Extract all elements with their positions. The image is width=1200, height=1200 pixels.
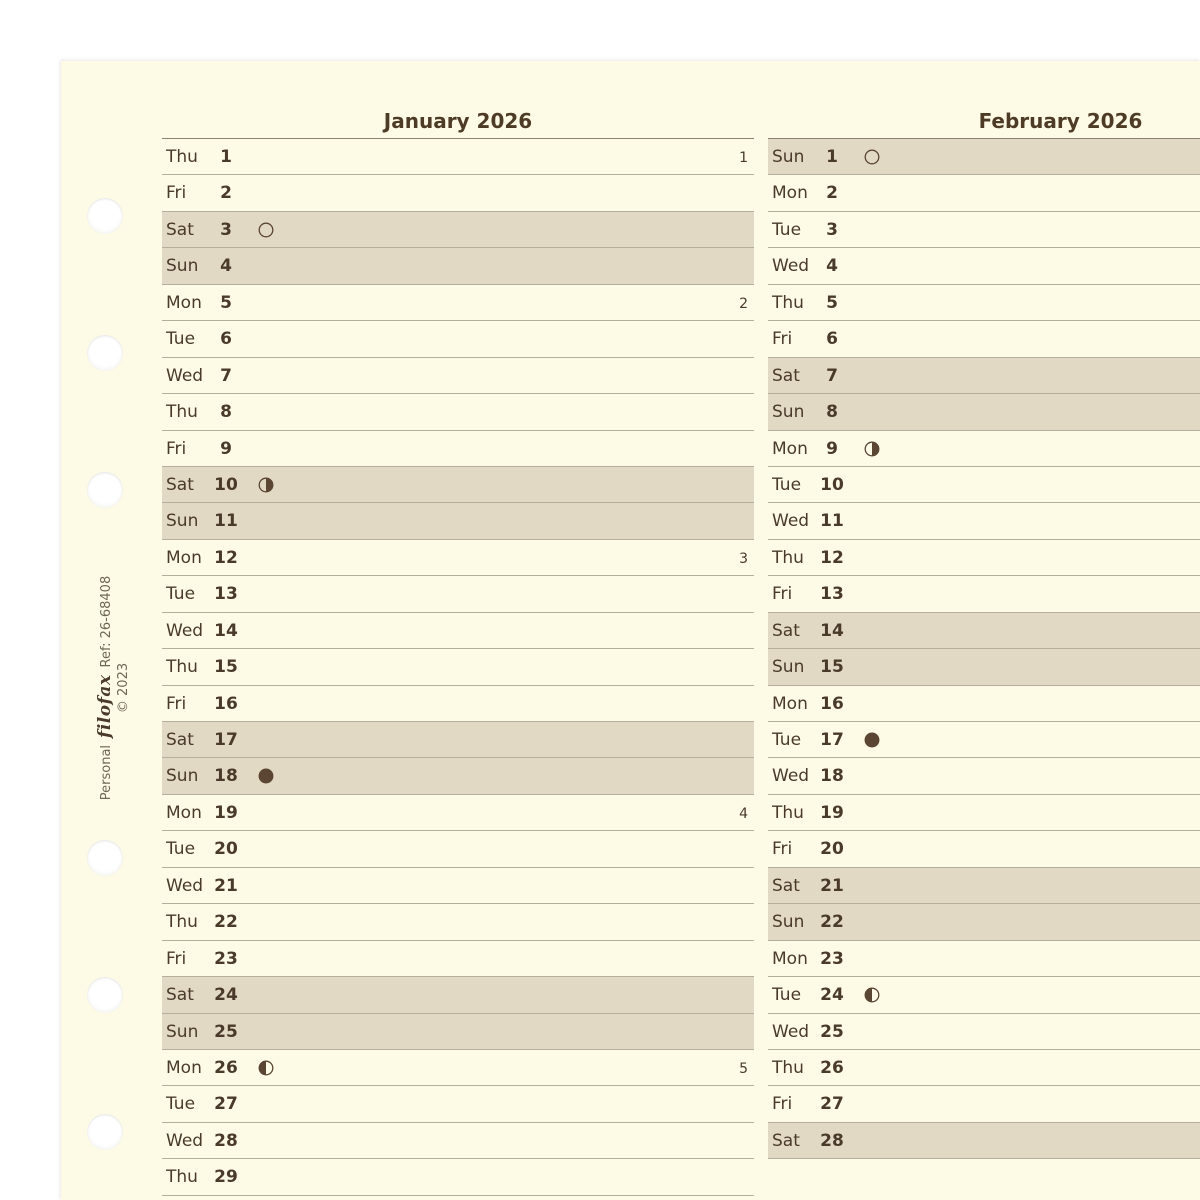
day-row[interactable] bbox=[768, 868, 1200, 904]
day-number: 27 bbox=[214, 1094, 238, 1115]
day-row[interactable] bbox=[162, 613, 754, 649]
day-number: 13 bbox=[820, 584, 844, 605]
day-number: 23 bbox=[214, 948, 238, 969]
weekday-label: Tue bbox=[166, 584, 196, 605]
weekday-label: Tue bbox=[772, 730, 802, 750]
day-row[interactable] bbox=[162, 795, 754, 831]
day-row[interactable] bbox=[162, 248, 754, 284]
weekday-label: Tue bbox=[166, 329, 196, 350]
day-row[interactable] bbox=[768, 503, 1200, 539]
day-number: 10 bbox=[820, 474, 844, 495]
day-row[interactable] bbox=[162, 285, 754, 321]
punch-hole bbox=[87, 840, 123, 876]
day-row[interactable] bbox=[162, 1086, 754, 1122]
day-row[interactable] bbox=[162, 758, 754, 794]
day-number: 10 bbox=[214, 474, 238, 495]
day-number: 18 bbox=[214, 766, 238, 787]
week-number: 5 bbox=[739, 1060, 748, 1077]
day-row[interactable] bbox=[768, 431, 1200, 467]
day-row[interactable] bbox=[162, 941, 754, 977]
day-number: 24 bbox=[214, 985, 238, 1006]
day-number: 14 bbox=[820, 620, 844, 641]
weekday-label: Thu bbox=[772, 292, 804, 313]
weekday-label: Tue bbox=[166, 1094, 196, 1115]
weekday-label: Mon bbox=[166, 292, 202, 313]
day-number: 9 bbox=[220, 438, 232, 459]
punch-hole bbox=[87, 472, 123, 508]
day-number: 4 bbox=[826, 256, 838, 277]
weekday-label: Tue bbox=[772, 985, 802, 1006]
day-row[interactable] bbox=[162, 1123, 754, 1159]
weekday-label: Thu bbox=[166, 657, 198, 678]
weekday-label: Sat bbox=[166, 730, 194, 750]
day-row[interactable] bbox=[768, 467, 1200, 503]
day-row[interactable] bbox=[162, 722, 754, 758]
day-row[interactable] bbox=[162, 175, 754, 211]
day-row[interactable] bbox=[162, 904, 754, 940]
day-number: 8 bbox=[220, 402, 232, 423]
punch-hole bbox=[87, 335, 123, 371]
day-row[interactable] bbox=[768, 1050, 1200, 1086]
weekday-label: Thu bbox=[166, 147, 198, 167]
punch-hole bbox=[87, 1114, 123, 1150]
day-row[interactable] bbox=[162, 394, 754, 430]
day-number: 28 bbox=[214, 1130, 238, 1151]
weekday-label: Mon bbox=[166, 1057, 202, 1078]
size-label: Personal bbox=[99, 744, 114, 801]
day-row[interactable] bbox=[768, 358, 1200, 394]
weekday-label: Tue bbox=[166, 839, 196, 860]
day-number: 7 bbox=[826, 365, 838, 386]
weekday-label: Mon bbox=[772, 438, 808, 459]
day-number: 21 bbox=[820, 875, 844, 896]
day-number: 14 bbox=[214, 620, 238, 641]
day-number: 18 bbox=[820, 766, 844, 787]
weekday-label: Thu bbox=[772, 802, 804, 823]
day-row[interactable] bbox=[768, 285, 1200, 321]
day-row[interactable] bbox=[162, 467, 754, 503]
weekday-label: Thu bbox=[166, 912, 198, 933]
day-row[interactable] bbox=[768, 613, 1200, 649]
weekday-label: Sat bbox=[772, 620, 800, 641]
weekday-label: Tue bbox=[772, 219, 802, 240]
weekday-label: Wed bbox=[772, 1021, 810, 1042]
day-number: 11 bbox=[820, 511, 844, 532]
weekday-label: Fri bbox=[772, 839, 793, 860]
day-number: 16 bbox=[820, 693, 844, 714]
weekday-label: Wed bbox=[166, 365, 204, 386]
day-row[interactable] bbox=[162, 540, 754, 576]
weekday-label: Thu bbox=[166, 1167, 198, 1188]
day-row[interactable] bbox=[768, 831, 1200, 867]
weekday-label: Mon bbox=[772, 693, 808, 714]
day-row[interactable] bbox=[162, 321, 754, 357]
weekday-label: Sun bbox=[772, 657, 805, 678]
day-number: 20 bbox=[820, 839, 844, 860]
day-number: 17 bbox=[820, 730, 844, 750]
day-number: 16 bbox=[214, 693, 238, 714]
day-row[interactable] bbox=[768, 686, 1200, 722]
day-number: 19 bbox=[820, 802, 844, 823]
day-row[interactable] bbox=[768, 649, 1200, 685]
month-title-february: February 2026 bbox=[978, 109, 1143, 133]
day-number: 15 bbox=[820, 657, 844, 678]
weekday-label: Sun bbox=[772, 147, 805, 167]
weekday-label: Mon bbox=[772, 948, 808, 969]
day-row[interactable] bbox=[768, 758, 1200, 794]
weekday-label: Wed bbox=[772, 766, 810, 787]
day-number: 29 bbox=[214, 1167, 238, 1188]
day-number: 25 bbox=[214, 1021, 238, 1042]
month-title-january: January 2026 bbox=[383, 109, 533, 133]
day-number: 5 bbox=[826, 292, 838, 313]
day-row[interactable] bbox=[162, 649, 754, 685]
day-number: 1 bbox=[220, 147, 232, 167]
weekday-label: Thu bbox=[772, 547, 804, 568]
day-row[interactable] bbox=[768, 722, 1200, 758]
day-number: 11 bbox=[214, 511, 238, 532]
week-number: 3 bbox=[739, 550, 748, 567]
day-row[interactable] bbox=[768, 212, 1200, 248]
day-row[interactable] bbox=[162, 868, 754, 904]
day-row[interactable] bbox=[768, 139, 1200, 175]
day-row[interactable] bbox=[162, 212, 754, 248]
week-number: 4 bbox=[739, 805, 748, 822]
weekday-label: Wed bbox=[166, 620, 204, 641]
day-number: 9 bbox=[826, 438, 838, 459]
day-number: 27 bbox=[820, 1094, 844, 1115]
day-row[interactable] bbox=[768, 977, 1200, 1013]
day-row[interactable] bbox=[162, 1050, 754, 1086]
weekday-label: Mon bbox=[772, 183, 808, 204]
day-number: 5 bbox=[220, 292, 232, 313]
day-row[interactable] bbox=[768, 248, 1200, 284]
weekday-label: Sat bbox=[166, 219, 194, 240]
weekday-label: Fri bbox=[772, 584, 793, 605]
day-number: 3 bbox=[220, 219, 232, 240]
day-row[interactable] bbox=[162, 1014, 754, 1050]
day-row[interactable] bbox=[768, 1123, 1200, 1159]
day-row[interactable] bbox=[768, 540, 1200, 576]
day-row[interactable] bbox=[768, 1086, 1200, 1122]
day-row[interactable] bbox=[768, 904, 1200, 940]
day-number: 12 bbox=[820, 547, 844, 568]
day-number: 12 bbox=[214, 547, 238, 568]
day-row[interactable] bbox=[162, 831, 754, 867]
day-number: 1 bbox=[826, 147, 838, 167]
weekday-label: Wed bbox=[772, 511, 810, 532]
day-number: 22 bbox=[820, 912, 844, 933]
day-number: 19 bbox=[214, 802, 238, 823]
weekday-label: Fri bbox=[772, 1094, 793, 1115]
weekday-label: Sun bbox=[772, 912, 805, 933]
weekday-label: Fri bbox=[166, 948, 187, 969]
day-row[interactable] bbox=[162, 576, 754, 612]
day-row[interactable] bbox=[162, 686, 754, 722]
copyright: © 2023 bbox=[116, 662, 131, 714]
weekday-label: Thu bbox=[166, 402, 198, 423]
week-number: 1 bbox=[739, 150, 748, 166]
weekday-label: Thu bbox=[772, 1057, 804, 1078]
day-number: 13 bbox=[214, 584, 238, 605]
weekday-label: Sat bbox=[772, 365, 800, 386]
day-number: 26 bbox=[214, 1057, 238, 1078]
day-row[interactable] bbox=[162, 139, 754, 175]
day-row[interactable] bbox=[162, 431, 754, 467]
day-number: 25 bbox=[820, 1021, 844, 1042]
day-row[interactable] bbox=[768, 394, 1200, 430]
weekday-label: Sat bbox=[166, 474, 194, 495]
day-number: 4 bbox=[220, 256, 232, 277]
day-number: 2 bbox=[220, 183, 232, 204]
day-row[interactable] bbox=[162, 977, 754, 1013]
weekday-label: Wed bbox=[166, 875, 204, 896]
day-number: 15 bbox=[214, 657, 238, 678]
day-row[interactable] bbox=[768, 941, 1200, 977]
february-day-list bbox=[768, 139, 1200, 1159]
day-number: 22 bbox=[214, 912, 238, 933]
day-number: 2 bbox=[826, 183, 838, 204]
filofax-logo: filofax bbox=[95, 674, 115, 738]
day-row[interactable] bbox=[162, 1159, 754, 1195]
day-number: 23 bbox=[820, 948, 844, 969]
punch-hole bbox=[87, 977, 123, 1013]
weekday-label: Sat bbox=[166, 985, 194, 1006]
weekday-label: Fri bbox=[166, 183, 187, 204]
day-number: 24 bbox=[820, 985, 844, 1006]
day-number: 28 bbox=[820, 1130, 844, 1151]
day-number: 6 bbox=[220, 329, 232, 350]
day-row[interactable] bbox=[768, 795, 1200, 831]
day-number: 6 bbox=[826, 329, 838, 350]
weekday-label: Sun bbox=[166, 766, 199, 787]
weekday-label: Fri bbox=[166, 693, 187, 714]
weekday-label: Sun bbox=[166, 256, 199, 277]
day-number: 7 bbox=[220, 365, 232, 386]
weekday-label: Sat bbox=[772, 875, 800, 896]
weekday-label: Sun bbox=[166, 511, 199, 532]
day-row[interactable] bbox=[768, 576, 1200, 612]
day-row[interactable] bbox=[768, 321, 1200, 357]
january-day-list bbox=[162, 139, 754, 1196]
weekday-label: Fri bbox=[772, 329, 793, 350]
day-row[interactable] bbox=[768, 175, 1200, 211]
day-number: 20 bbox=[214, 839, 238, 860]
weekday-label: Wed bbox=[166, 1130, 204, 1151]
ref-number: Ref: 26-68408 bbox=[99, 575, 114, 668]
day-number: 3 bbox=[826, 219, 838, 240]
weekday-label: Wed bbox=[772, 256, 810, 277]
weekday-label: Mon bbox=[166, 547, 202, 568]
weekday-label: Mon bbox=[166, 802, 202, 823]
punch-hole bbox=[87, 198, 123, 234]
weekday-label: Sun bbox=[166, 1021, 199, 1042]
day-number: 26 bbox=[820, 1057, 844, 1078]
day-number: 17 bbox=[214, 730, 238, 750]
day-row[interactable] bbox=[768, 1014, 1200, 1050]
weekday-label: Tue bbox=[772, 474, 802, 495]
day-row[interactable] bbox=[162, 503, 754, 539]
weekday-label: Sat bbox=[772, 1130, 800, 1151]
day-number: 21 bbox=[214, 875, 238, 896]
day-number: 8 bbox=[826, 402, 838, 423]
week-number: 2 bbox=[739, 295, 748, 312]
weekday-label: Fri bbox=[166, 438, 187, 459]
weekday-label: Sun bbox=[772, 402, 805, 423]
day-row[interactable] bbox=[162, 358, 754, 394]
